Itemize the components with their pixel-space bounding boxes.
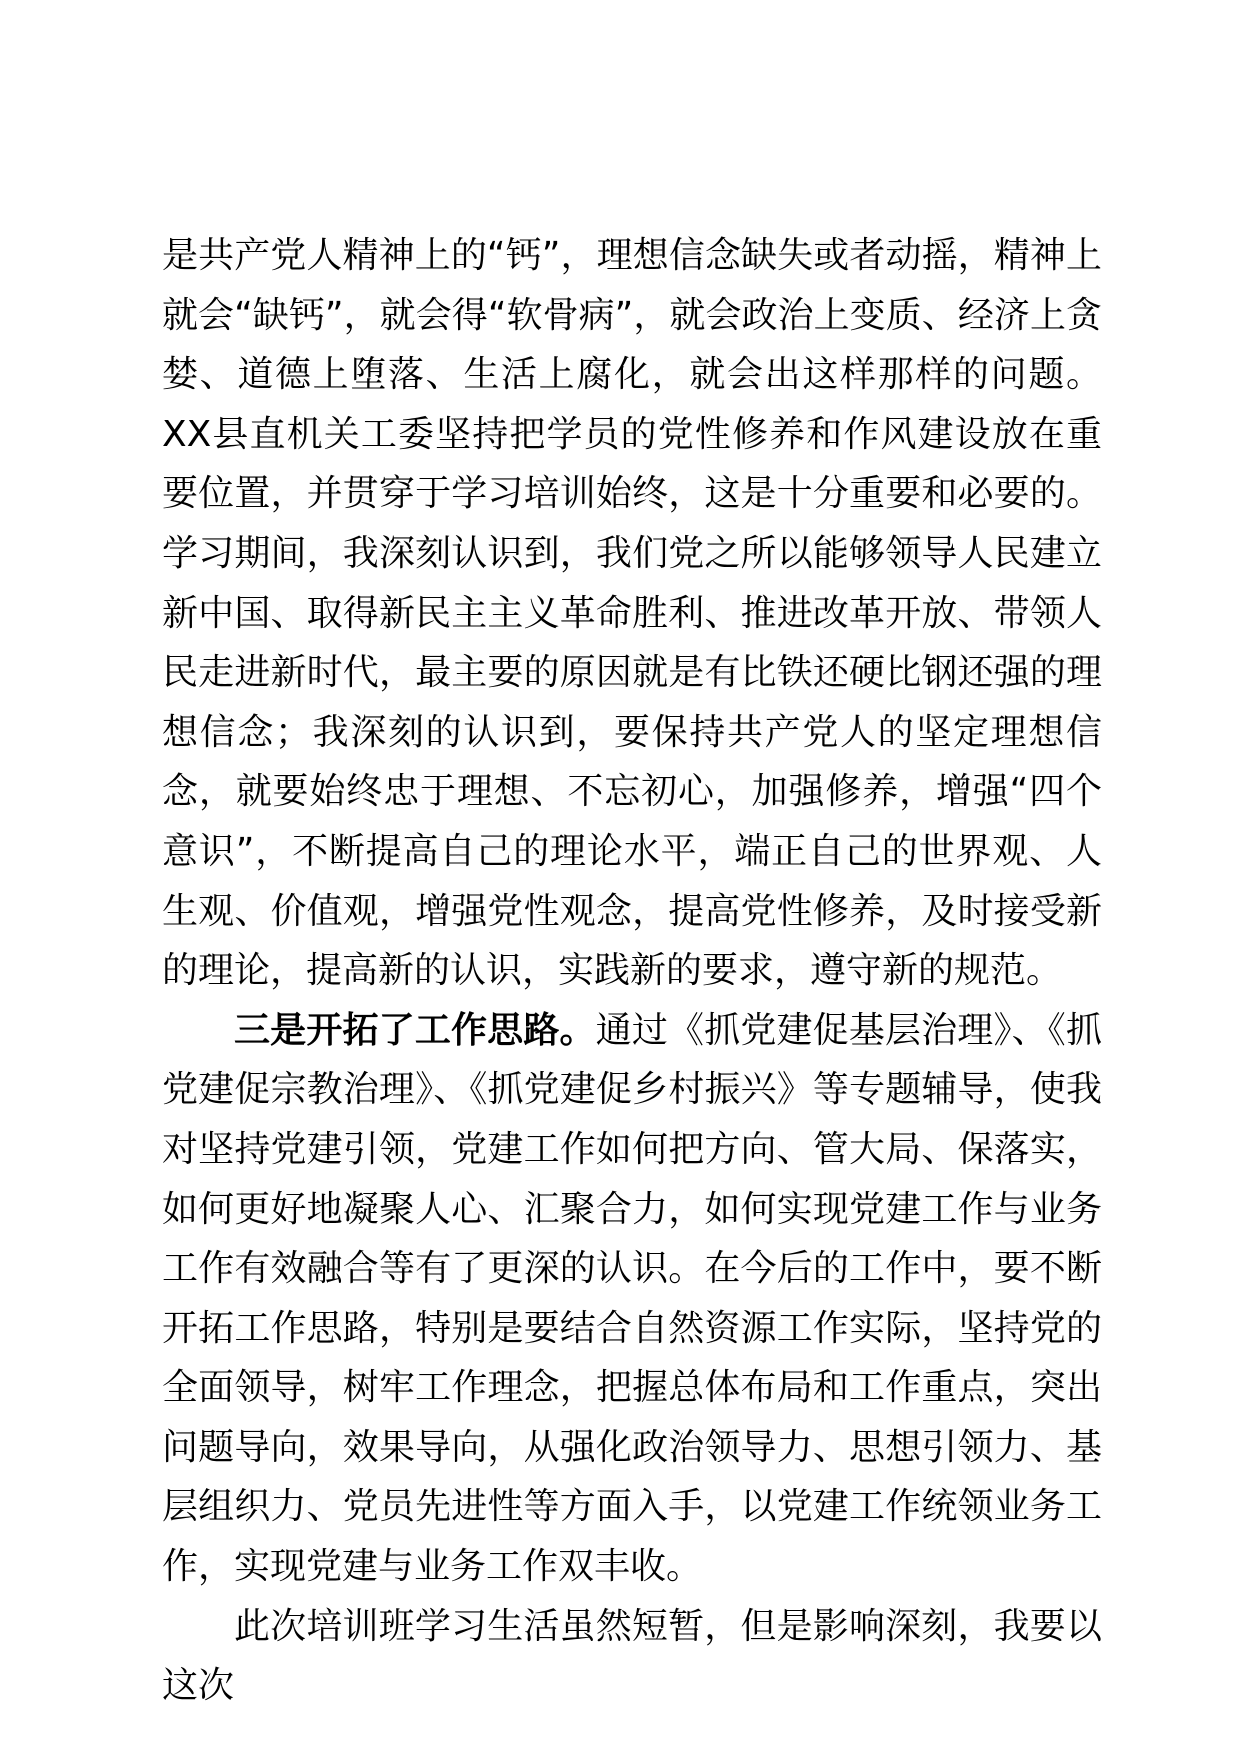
paragraph-work-ideas-body: 通过《抓党建促基层治理》、《抓党建促宗教治理》、《抓党建促乡村振兴》等专题辅导，使我对坚持党建引领，党建工作如何把方向、管大局、保落实，如何更好地凝聚人心、汇聚合力，如何实现党建工作与业务工作有效融合等有了更深的认识。在今后的工作中，要不断开拓工作思路，特别是要结合自然资源工作实际，坚持党的全面领导，树牢工作理念，把握总体布局和工作重点，突出问题导向，效果导向，从强化政治领导力、思想引领力、基层组织力、党员先进性等方面入手，以党建工作统领业务工作，实现党建与业务工作双丰收。 [162,1009,1102,1588]
document-body [162,226,1102,1716]
paragraph-party-spirit: 是共产党人精神上的“钙”，理想信念缺失或者动摇，精神上就会“缺钙”，就会得“软骨病”，就会政治上变质、经济上贪婪、道德上堕落、生活上腐化，就会出这样那样的问题。XX县直机关工委坚持把学员的党性修养和作风建设放在重要位置，并贯穿于学习培训始终，这是十分重要和必要的。学习期间，我深刻认识到，我们党之所以能够领导人民建立新中国、取得新民主主义革命胜利、推进改革开放、带领人民走进新时代，最主要的原因就是有比铁还硬比钢还强的理想信念；我深刻的认识到，要保持共产党人的坚定理想信念，就要始终忠于理想、不忘初心，加强修养，增强“四个意识”，不断提高自己的理论水平，端正自己的世界观、人生观、价值观，增强党性观念，提高党性修养，及时接受新的理论，提高新的认识，实践新的要求，遵守新的规范。 [162,235,1102,992]
paragraph-conclusion: 此次培训班学习生活虽然短暂，但是影响深刻，我要以这次 [162,1605,1102,1707]
section-heading: 三是开拓了工作思路。 [234,1009,596,1051]
paragraph-work-ideas [162,1001,1102,1597]
